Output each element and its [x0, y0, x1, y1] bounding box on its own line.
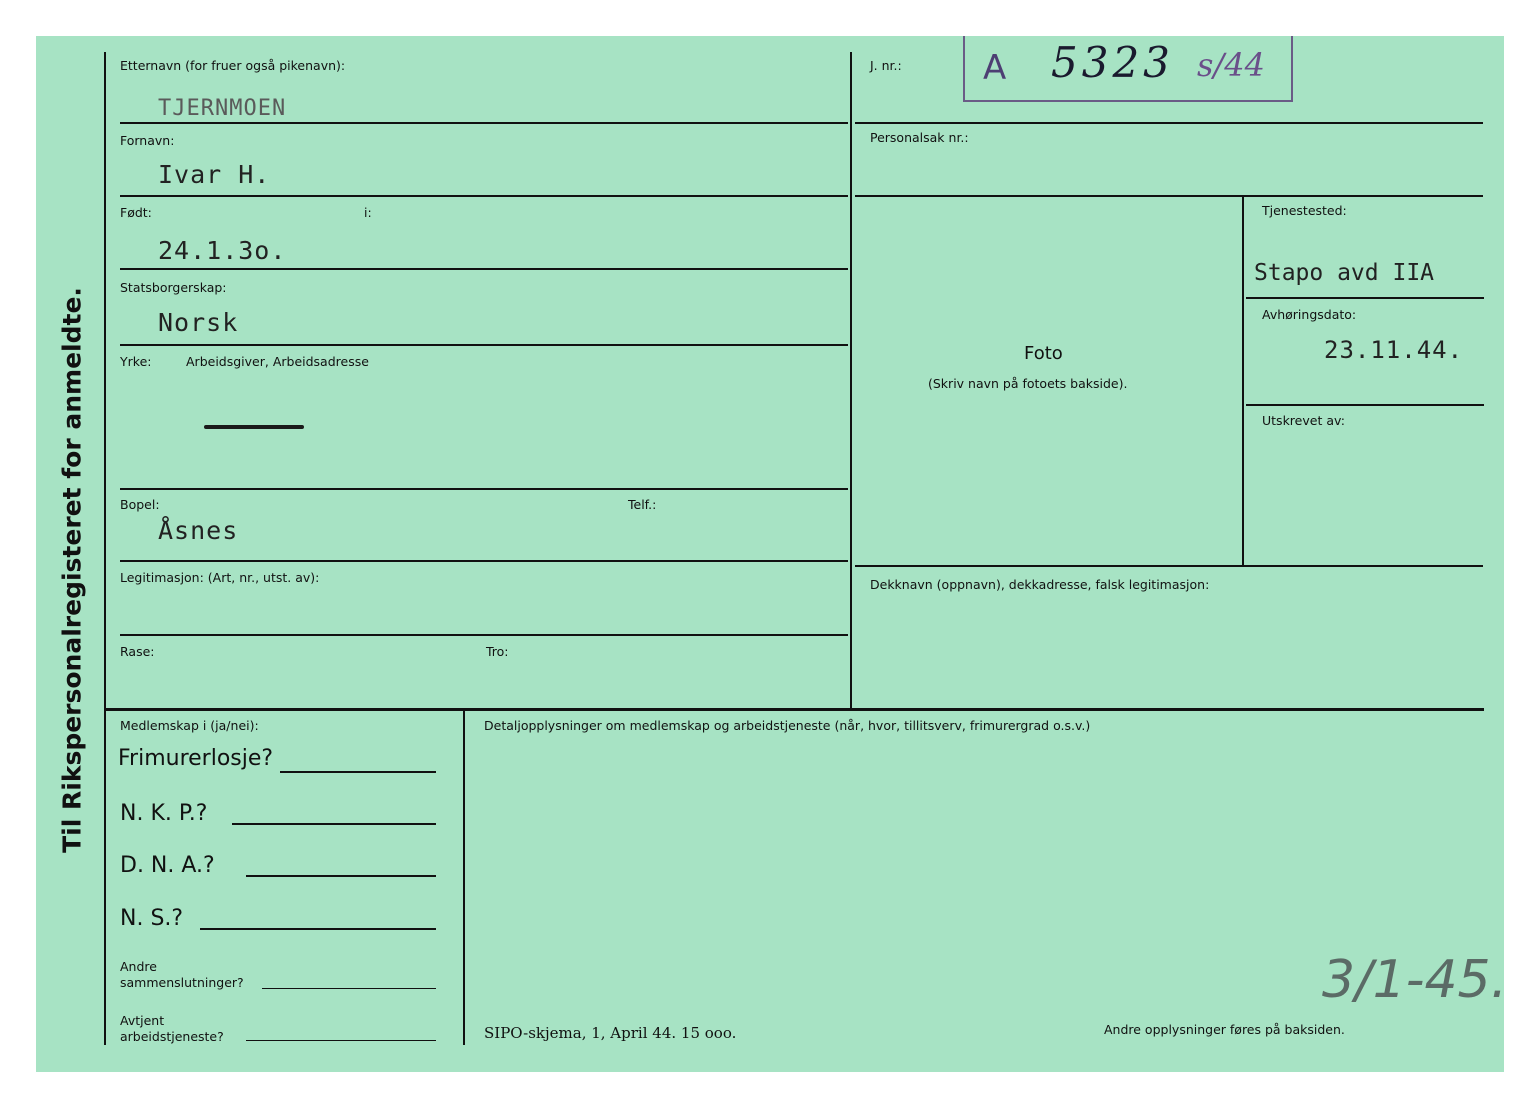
andre-line1: Andre	[120, 959, 157, 974]
avtjent-answer-line	[246, 1040, 436, 1041]
dekknavn-label: Dekknavn (oppnavn), dekkadresse, falsk legitimasjon:	[870, 577, 1210, 592]
etternavn-label: Etternavn (for fruer også pikenavn):	[120, 58, 346, 73]
arbeidsgiver-label: Arbeidsgiver, Arbeidsadresse	[186, 354, 369, 369]
avtjent-line2: arbeidstjeneste?	[120, 1029, 224, 1044]
line-bopel	[120, 560, 848, 562]
stamp-prefix: A	[983, 48, 1007, 88]
stamp-number: 5323	[1051, 38, 1174, 87]
line-tjenestested	[1246, 297, 1484, 299]
middle-divider-line	[850, 52, 852, 708]
tro-label: Tro:	[486, 644, 509, 659]
line-section-break	[104, 708, 1484, 711]
fodt-label: Født:	[120, 205, 152, 220]
ns-answer-line	[200, 928, 436, 930]
frimurer-answer-line	[280, 771, 436, 773]
details-header: Detaljopplysninger om medlemskap og arbeidstjeneste (når, hvor, tillitsverv, frimurergrad o.s.v.)	[484, 718, 1091, 733]
utskrevet-label: Utskrevet av:	[1262, 413, 1345, 428]
telf-label: Telf.:	[628, 497, 657, 512]
fodt-value: 24.1.3o.	[158, 236, 287, 265]
statsborgerskap-value: Norsk	[158, 308, 239, 337]
nkp-question: N. K. P.?	[120, 801, 208, 826]
personalsak-label: Personalsak nr.:	[870, 130, 969, 145]
line-jnr	[855, 122, 1483, 124]
registration-stamp	[963, 36, 1293, 102]
tjenestested-label: Tjenestested:	[1262, 203, 1347, 218]
avhoringsdato-label: Avhøringsdato:	[1262, 307, 1357, 322]
line-statsborgerskap	[120, 344, 848, 346]
left-border-line	[104, 52, 106, 1045]
membership-divider-line	[463, 710, 465, 1045]
legitimasjon-label: Legitimasjon: (Art, nr., utst. av):	[120, 570, 320, 585]
yrke-dash-mark	[204, 425, 304, 429]
andre-line2: sammenslutninger?	[120, 975, 244, 990]
etternavn-value: TJERNMOEN	[158, 96, 287, 121]
dna-question: D. N. A.?	[120, 853, 215, 878]
fodt-i-label: i:	[364, 205, 372, 220]
fornavn-value: Ivar H.	[158, 160, 271, 189]
pencil-note: 3/1-45.	[1322, 950, 1508, 1010]
bopel-label: Bopel:	[120, 497, 160, 512]
yrke-label: Yrke:	[120, 354, 152, 369]
line-etternavn	[120, 122, 848, 124]
foto-label: Foto	[1024, 343, 1063, 364]
andre-label	[120, 959, 244, 991]
avtjent-line1: Avtjent	[120, 1013, 165, 1028]
side-title: Til Rikspersonalregisteret for anmeldte.	[57, 287, 87, 853]
rase-label: Rase:	[120, 644, 155, 659]
foto-hint: (Skriv navn på fotoets bakside).	[928, 376, 1128, 391]
stamp-suffix: s/44	[1197, 46, 1265, 84]
line-fornavn	[120, 195, 848, 197]
registration-card	[36, 36, 1504, 1072]
andre-answer-line	[262, 988, 436, 989]
jnr-label: J. nr.:	[870, 58, 902, 73]
ns-question: N. S.?	[120, 906, 184, 931]
right-column-divider-line	[1242, 196, 1244, 566]
line-dekknavn-top	[855, 565, 1483, 567]
avhoringsdato-value: 23.11.44.	[1324, 336, 1464, 364]
line-personalsak	[855, 195, 1483, 197]
membership-header: Medlemskap i (ja/nei):	[120, 718, 259, 733]
fornavn-label: Fornavn:	[120, 133, 175, 148]
bopel-value: Åsnes	[158, 516, 239, 545]
line-fodt	[120, 268, 848, 270]
form-id: SIPO-skjema, 1, April 44. 15 ooo.	[484, 1024, 737, 1042]
line-avhoringsdato	[1246, 404, 1484, 406]
line-legitimasjon	[120, 634, 848, 636]
footer-note: Andre opplysninger føres på baksiden.	[1104, 1022, 1345, 1037]
tjenestested-value: Stapo avd IIA	[1254, 260, 1435, 286]
dna-answer-line	[246, 875, 436, 877]
avtjent-label	[120, 1013, 224, 1045]
frimurer-question: Frimurerlosje?	[118, 746, 274, 771]
line-yrke	[120, 488, 848, 490]
statsborgerskap-label: Statsborgerskap:	[120, 280, 227, 295]
nkp-answer-line	[232, 823, 436, 825]
